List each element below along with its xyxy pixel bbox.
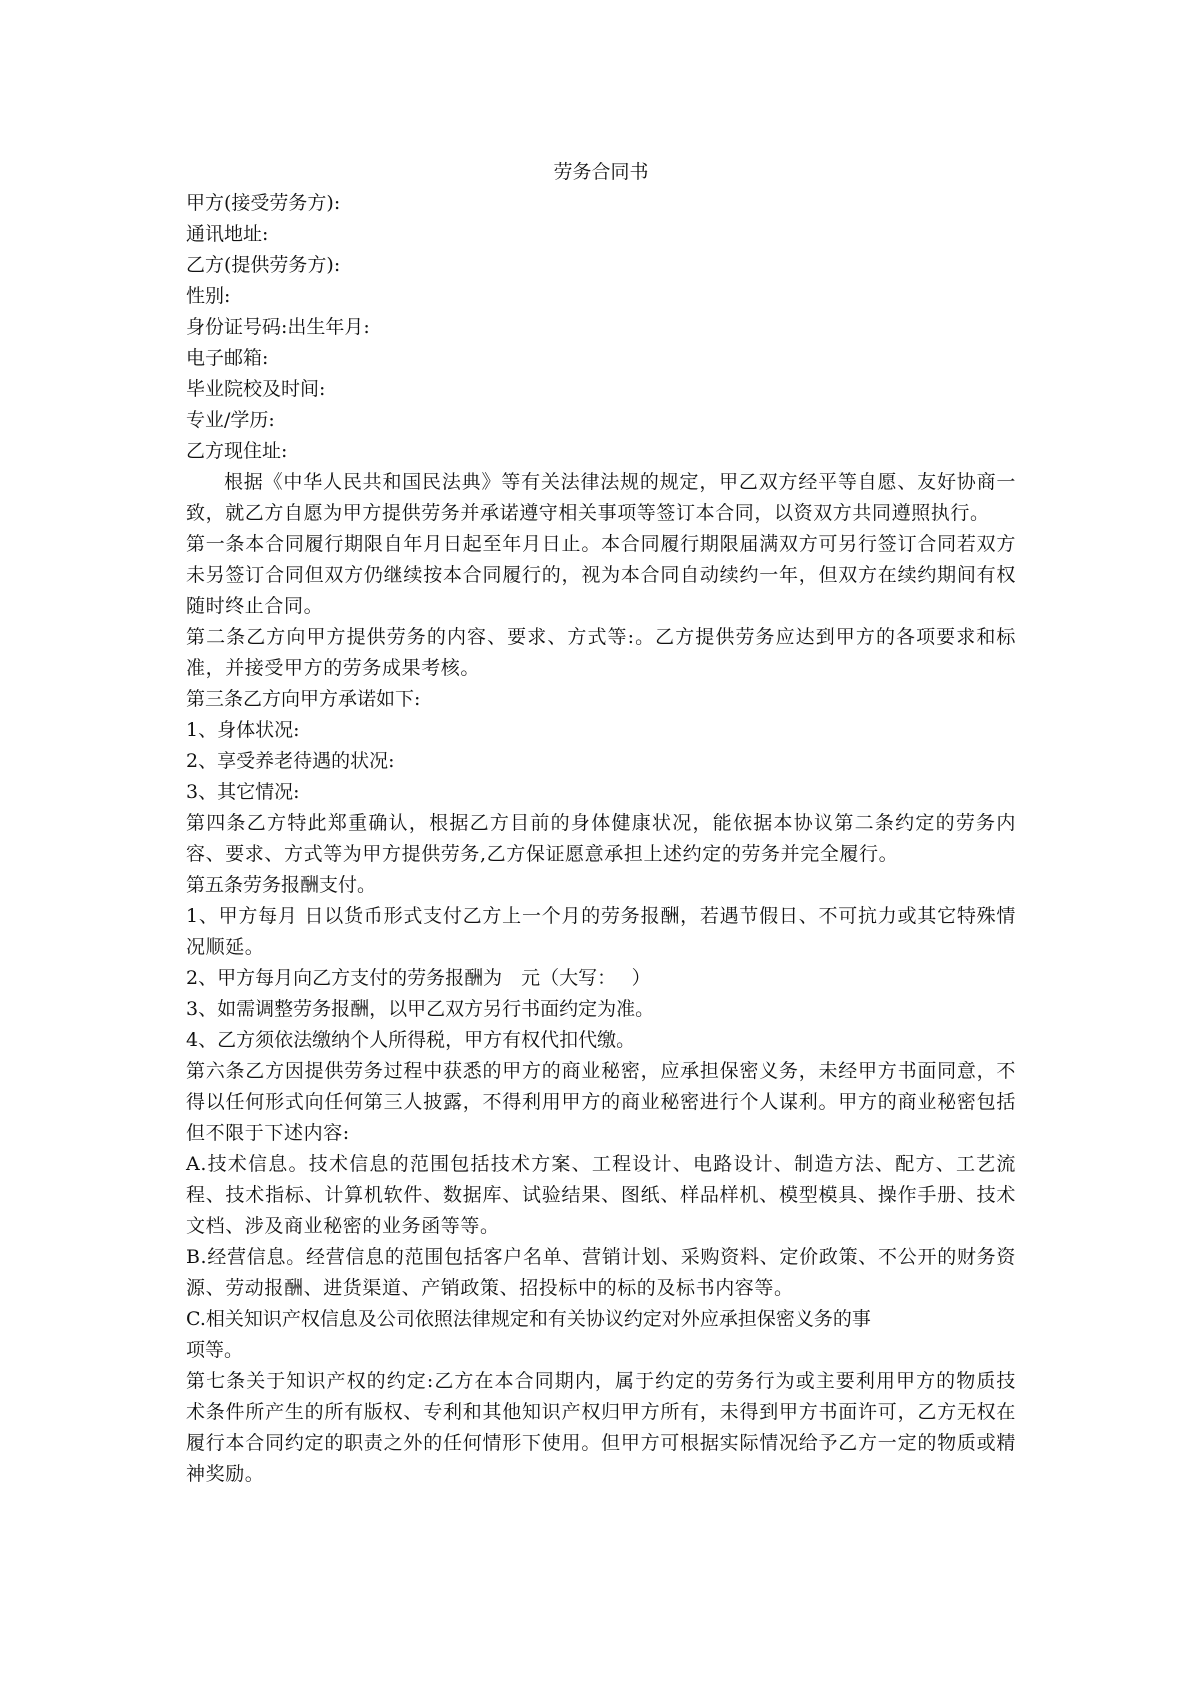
field-party-a: 甲方(接受劳务方):	[186, 192, 341, 214]
contract-page	[186, 157, 1016, 1490]
article-5-title: 第五条劳务报酬支付。	[186, 874, 377, 896]
field-residence: 乙方现住址:	[186, 440, 288, 462]
article-3-item-2: 2、享受养老待遇的状况:	[186, 750, 395, 772]
article-5-item-4: 4、乙方须依法缴纳个人所得税，甲方有权代扣代缴。	[186, 1029, 636, 1051]
article-2: 第二条乙方向甲方提供劳务的内容、要求、方式等:。乙方提供劳务应达到甲方的各项要求和标准，并接受甲方的劳务成果考核。	[186, 626, 1016, 679]
article-6: 第六条乙方因提供劳务过程中获悉的甲方的商业秘密，应承担保密义务，未经甲方书面同意，不得以任何形式向任何第三人披露，不得利用甲方的商业秘密进行个人谋利。甲方的商业秘密包括但不限于下述内容:	[186, 1060, 1016, 1144]
document-title: 劳务合同书	[553, 161, 649, 183]
field-major: 专业/学历:	[186, 409, 275, 431]
field-id-birth: 身份证号码:出生年月:	[186, 316, 370, 338]
article-3-item-1: 1、身体状况:	[186, 719, 300, 741]
field-school: 毕业院校及时间:	[186, 378, 326, 400]
article-5-item-2: 2、甲方每月向乙方支付的劳务报酬为 元（大写： ）	[186, 967, 651, 989]
preamble-paragraph: 根据《中华人民共和国民法典》等有关法律法规的规定，甲乙双方经平等自愿、友好协商一致，就乙方自愿为甲方提供劳务并承诺遵守相关事项等签订本合同，以资双方共同遵照执行。	[186, 471, 1016, 524]
article-5-item-3: 3、如需调整劳务报酬，以甲乙双方另行书面约定为准。	[186, 998, 655, 1020]
article-6-b: B.经营信息。经营信息的范围包括客户名单、营销计划、采购资料、定价政策、不公开的财务资源、劳动报酬、进货渠道、产销政策、招投标中的标的及标书内容等。	[186, 1246, 1016, 1299]
article-4: 第四条乙方特此郑重确认，根据乙方目前的身体健康状况，能依据本协议第二条约定的劳务内容、要求、方式等为甲方提供劳务,乙方保证愿意承担上述约定的劳务并完全履行。	[186, 812, 1016, 865]
field-gender: 性别:	[186, 285, 231, 307]
article-5-item-1: 1、甲方每月 日以货币形式支付乙方上一个月的劳务报酬，若遇节假日、不可抗力或其它特殊情况顺延。	[186, 905, 1016, 958]
field-address: 通讯地址:	[186, 223, 269, 245]
article-6-c-line-2: 项等。	[186, 1339, 244, 1361]
article-3-title: 第三条乙方向甲方承诺如下:	[186, 688, 421, 710]
article-1: 第一条本合同履行期限自年月日起至年月日止。本合同履行期限届满双方可另行签订合同若双方未另签订合同但双方仍继续按本合同履行的，视为本合同自动续约一年，但双方在续约期间有权随时终止合同。	[186, 533, 1016, 617]
article-6-a: A.技术信息。技术信息的范围包括技术方案、工程设计、电路设计、制造方法、配方、工艺流程、技术指标、计算机软件、数据库、试验结果、图纸、样品样机、模型模具、操作手册、技术文档、涉及商业秘密的业务函等等。	[186, 1153, 1016, 1237]
article-7: 第七条关于知识产权的约定:乙方在本合同期内，属于约定的劳务行为或主要利用甲方的物质技术条件所产生的所有版权、专利和其他知识产权归甲方所有，未得到甲方书面许可，乙方无权在履行本合同约定的职责之外的任何情形下使用。但甲方可根据实际情况给予乙方一定的物质或精神奖励。	[186, 1370, 1016, 1485]
field-party-b: 乙方(提供劳务方):	[186, 254, 341, 276]
article-6-c-line-1: C.相关知识产权信息及公司依照法律规定和有关协议约定对外应承担保密义务的事	[186, 1308, 871, 1330]
field-email: 电子邮箱:	[186, 347, 269, 369]
article-3-item-3: 3、其它情况:	[186, 781, 300, 803]
